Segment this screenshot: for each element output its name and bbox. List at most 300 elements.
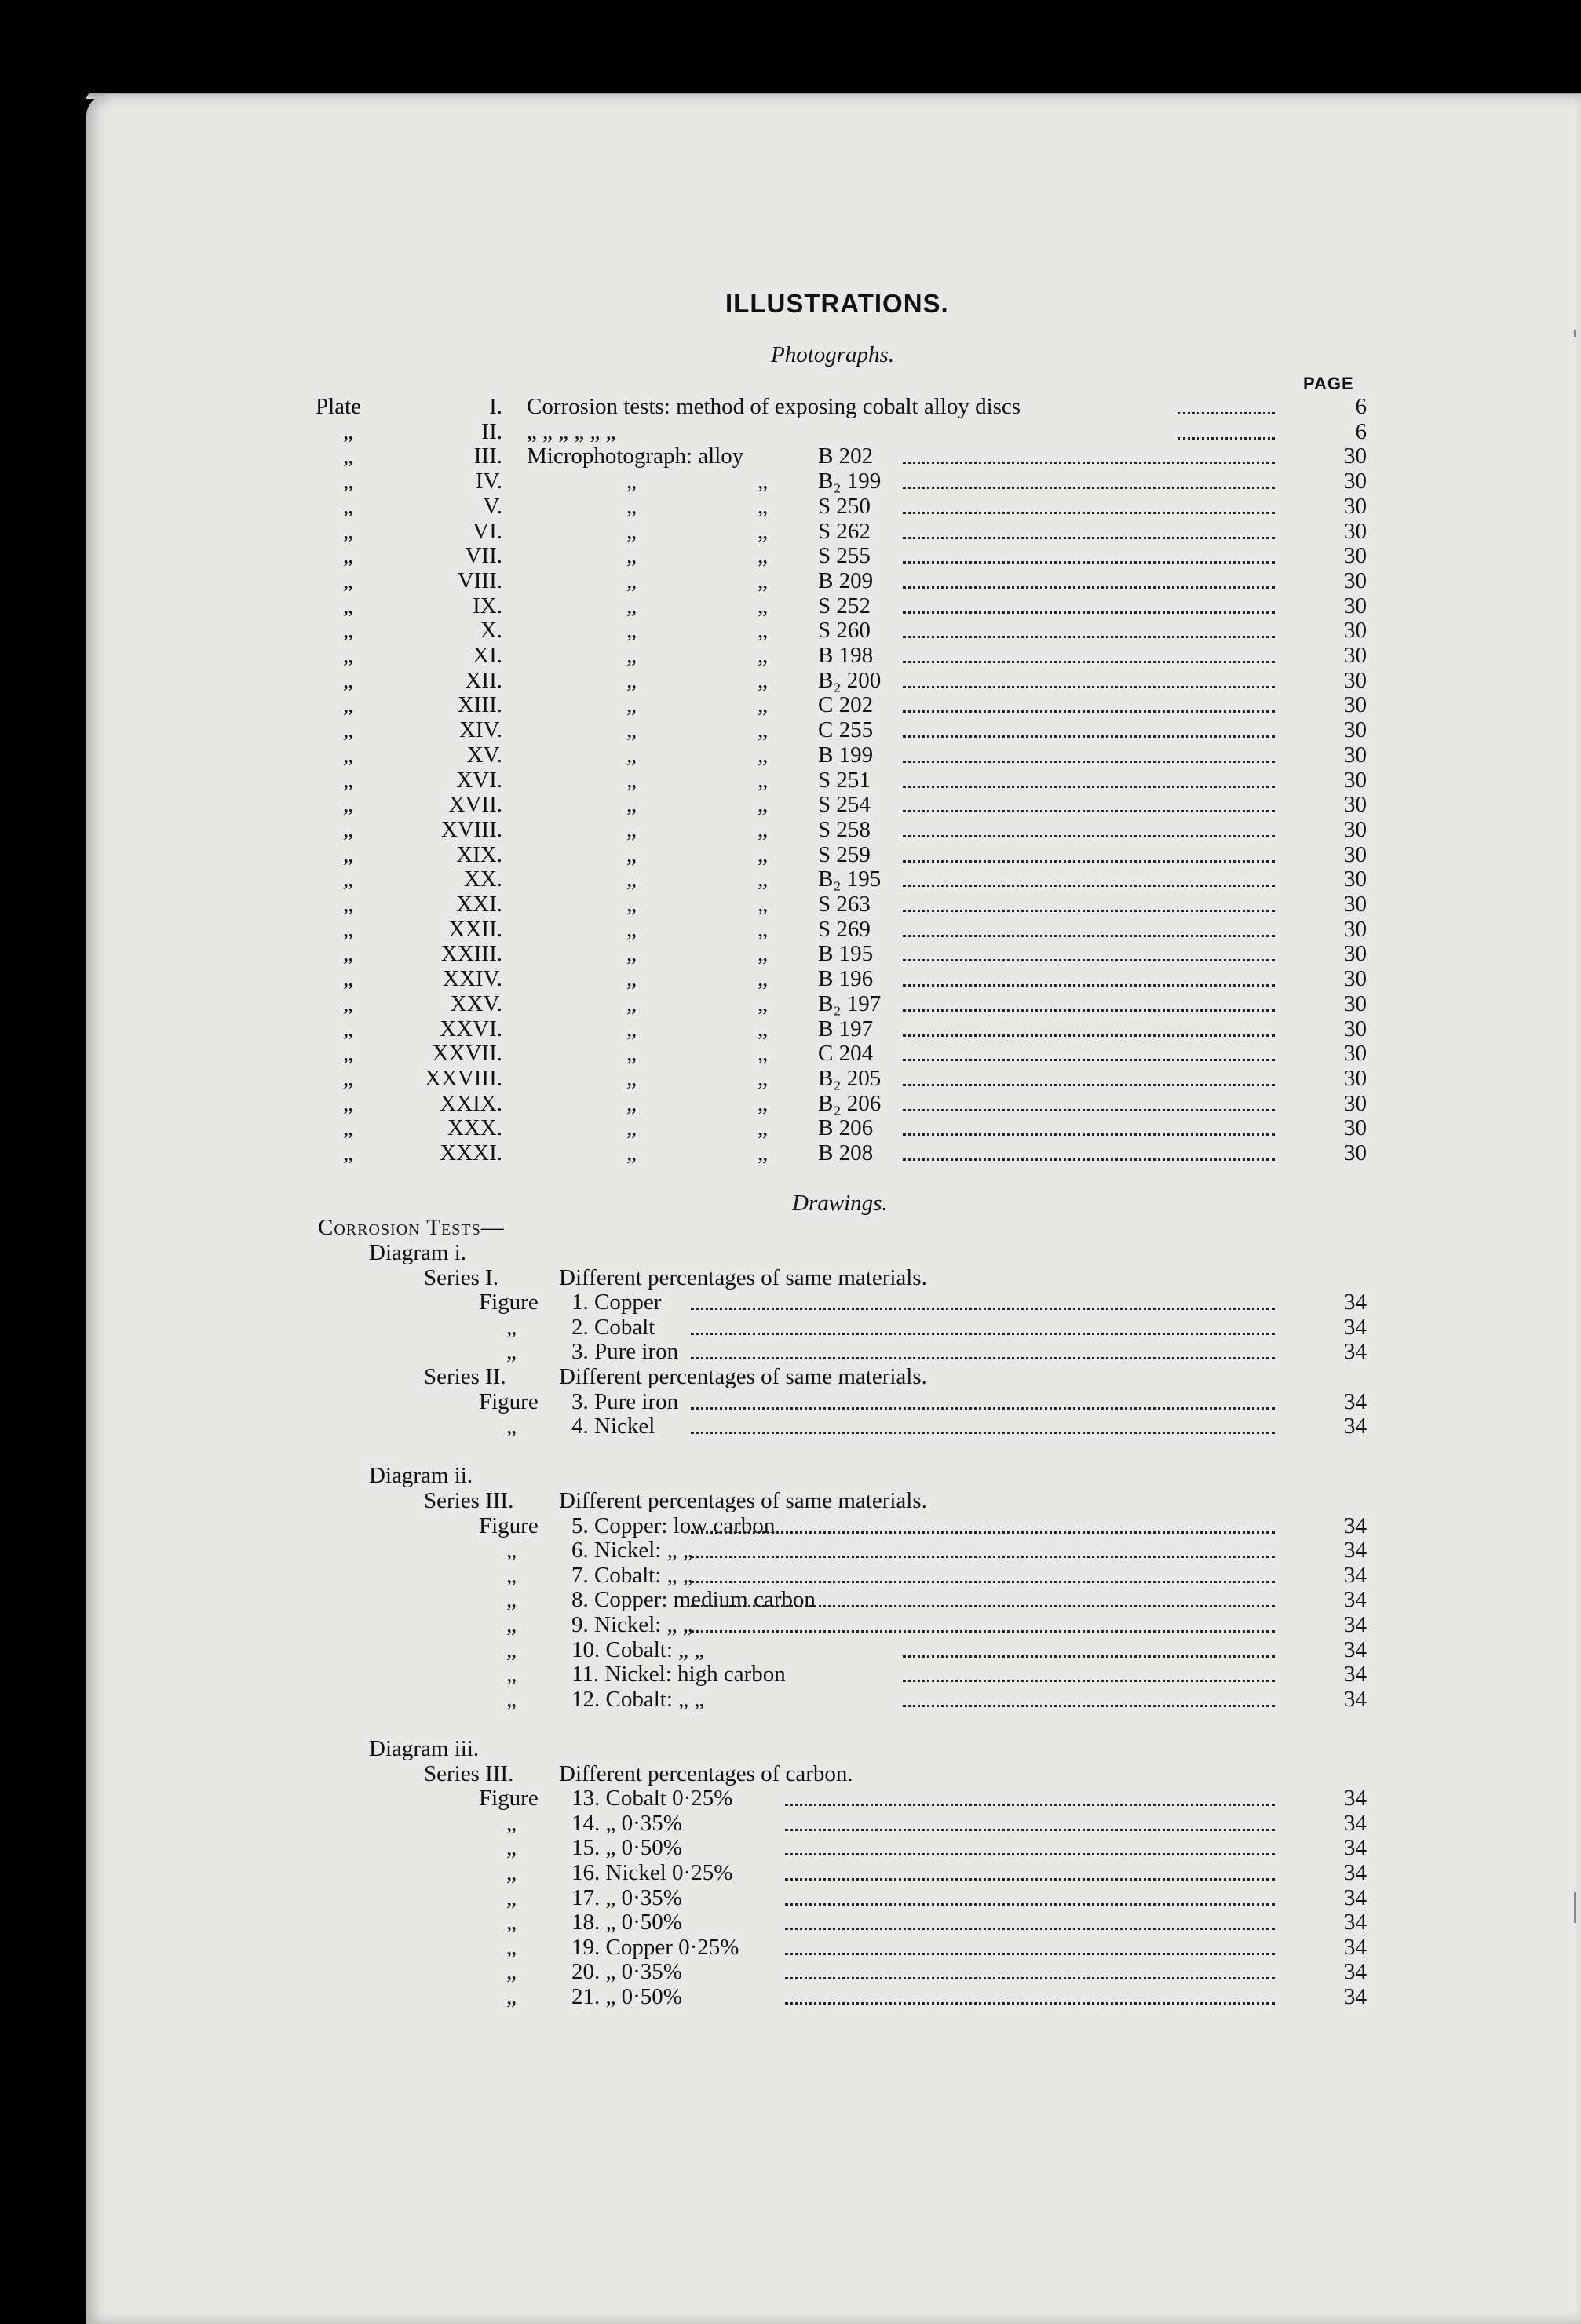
- plate-number: XV.: [466, 742, 502, 768]
- figure-label: „: [506, 1314, 517, 1340]
- drawing-description: 19. Copper 0·25%: [571, 1934, 739, 1960]
- plate-description: Corrosion tests: method of exposing cobalt alloy discs: [527, 394, 1021, 419]
- ditto-mark: „: [626, 941, 637, 967]
- plate-number: XX.: [463, 866, 502, 892]
- drawing-description: 3. Pure iron: [571, 1388, 679, 1414]
- ditto-mark: „: [626, 792, 637, 818]
- dot-leader: [903, 1703, 1275, 1707]
- plate-number: XXXI.: [440, 1140, 502, 1166]
- page-number: 34: [1344, 1538, 1367, 1563]
- page-number: 30: [1344, 593, 1367, 618]
- dot-leader: [691, 1530, 1275, 1534]
- ditto-mark: „: [758, 518, 768, 544]
- ditto-mark: „: [343, 866, 353, 892]
- ditto-mark: „: [343, 1115, 353, 1141]
- plate-number: VIII.: [457, 567, 502, 593]
- plate-number: XXV.: [450, 991, 502, 1016]
- dot-leader: [903, 1057, 1275, 1061]
- ditto-mark: „: [758, 493, 768, 519]
- ditto-mark: „: [343, 1065, 353, 1091]
- drawing-row: [0, 1985, 1581, 2009]
- series-label: Series II.: [424, 1364, 506, 1389]
- page-number: 34: [1344, 1512, 1367, 1538]
- dot-leader: [903, 859, 1275, 863]
- dot-leader: [903, 908, 1275, 912]
- ditto-mark: „: [343, 443, 353, 469]
- ditto-mark: „: [343, 667, 353, 693]
- ditto-mark: „: [758, 841, 768, 867]
- drawing-row: [0, 1638, 1581, 1662]
- plate-number: IX.: [473, 593, 502, 618]
- drawing-row: [0, 1935, 1581, 1960]
- dot-leader: [691, 1406, 1275, 1410]
- page-number: 30: [1344, 692, 1367, 718]
- figure-label: Figure: [479, 1388, 539, 1414]
- dot-leader: [785, 1852, 1275, 1855]
- dot-leader: [903, 808, 1275, 812]
- page-number: 34: [1344, 1910, 1367, 1935]
- plate-row: [0, 942, 1581, 966]
- drawing-description: 18. „ 0·50%: [571, 1910, 682, 1935]
- figure-label: „: [506, 1562, 517, 1588]
- ditto-mark: „: [343, 593, 353, 618]
- ditto-mark: „: [343, 841, 353, 867]
- drawing-row: [0, 1390, 1581, 1414]
- plate-row: [0, 693, 1581, 717]
- plate-row: [0, 743, 1581, 768]
- dot-leader: [785, 1802, 1275, 1806]
- page-number: 30: [1344, 1041, 1367, 1067]
- dot-leader: [903, 834, 1275, 837]
- alloy-code: B 196: [818, 966, 874, 992]
- drawing-row: [0, 1464, 1581, 1488]
- alloy-code: C 202: [818, 692, 874, 718]
- dot-leader: [691, 1554, 1275, 1558]
- ditto-mark: „: [343, 767, 353, 793]
- dot-leader: [903, 634, 1275, 638]
- ditto-mark: „: [626, 618, 637, 644]
- ditto-mark: „: [626, 742, 637, 768]
- drawing-description: 5. Copper: low carbon: [571, 1512, 776, 1538]
- plate-row: [0, 1141, 1581, 1166]
- alloy-code: B 209: [818, 567, 874, 593]
- dot-leader: [785, 1902, 1275, 1906]
- plate-number: XXVII.: [432, 1041, 502, 1067]
- ditto-mark: „: [626, 1016, 637, 1042]
- drawing-description: Different percentages of same materials.: [559, 1488, 927, 1513]
- dot-leader: [785, 1877, 1275, 1881]
- drawing-description: 3. Pure iron: [571, 1339, 679, 1365]
- page-number: 30: [1344, 892, 1367, 917]
- figure-label: „: [506, 1587, 517, 1613]
- ditto-mark: „: [758, 792, 768, 818]
- ditto-mark: „: [343, 991, 353, 1016]
- dot-leader: [903, 1132, 1275, 1136]
- ditto-mark: „: [758, 717, 768, 743]
- page-number: 30: [1344, 717, 1367, 743]
- plate-row: [0, 644, 1581, 668]
- ditto-mark: „: [343, 966, 353, 992]
- ditto-mark: „: [758, 1140, 768, 1166]
- alloy-code: S 262: [818, 518, 871, 544]
- ditto-mark: „: [626, 518, 637, 544]
- dot-leader: [903, 659, 1275, 663]
- dot-leader: [903, 485, 1275, 489]
- alloy-code: B 208: [818, 1140, 874, 1166]
- drawing-description: 16. Nickel 0·25%: [571, 1860, 733, 1885]
- dot-leader: [1178, 436, 1275, 440]
- dot-leader: [903, 560, 1275, 564]
- plate-number: XXX.: [447, 1115, 502, 1141]
- plate-row: [0, 967, 1581, 991]
- page-number: 30: [1344, 966, 1367, 992]
- ditto-mark: „: [343, 792, 353, 818]
- plate-number: XXIV.: [443, 966, 502, 992]
- ditto-mark: „: [758, 941, 768, 967]
- ditto-mark: „: [758, 543, 768, 569]
- plate-row: [0, 395, 1581, 419]
- drawing-row: [0, 1613, 1581, 1637]
- ditto-mark: „: [626, 1041, 637, 1067]
- dot-leader: [903, 709, 1275, 713]
- drawing-row: [0, 1737, 1581, 1761]
- alloy-code: S 269: [818, 916, 871, 942]
- ditto-mark: „: [626, 567, 637, 593]
- ditto-mark: „: [343, 643, 353, 668]
- plate-number: XXII.: [448, 916, 502, 942]
- dot-leader: [785, 2001, 1275, 2005]
- alloy-code: S 254: [818, 792, 871, 818]
- plate-row: [0, 544, 1581, 568]
- ditto-mark: „: [758, 916, 768, 942]
- plate-row: [0, 1042, 1581, 1066]
- alloy-code: C 255: [818, 717, 874, 743]
- page-number: 34: [1344, 1314, 1367, 1340]
- dot-leader: [903, 1107, 1275, 1111]
- figure-label: „: [506, 1636, 517, 1662]
- drawings-heading: Drawings.: [792, 1191, 888, 1216]
- drawing-row: [0, 1365, 1581, 1389]
- page-number: 34: [1344, 1786, 1367, 1811]
- dot-leader: [903, 1654, 1275, 1658]
- drawing-description: 11. Nickel: high carbon: [571, 1662, 786, 1687]
- drawing-row: [0, 1266, 1581, 1290]
- ditto-mark: „: [343, 892, 353, 917]
- alloy-code: S 252: [818, 593, 871, 618]
- dot-leader: [903, 759, 1275, 763]
- page-number: 30: [1344, 916, 1367, 942]
- ditto-mark: „: [343, 692, 353, 718]
- dot-leader: [903, 883, 1275, 887]
- plate-number: X.: [480, 618, 502, 644]
- figure-label: „: [506, 1835, 517, 1861]
- drawing-row: [0, 1563, 1581, 1588]
- drawing-description: 21. „ 0·50%: [571, 1984, 682, 2009]
- page-number: 34: [1344, 1388, 1367, 1414]
- plate-number: V.: [483, 493, 502, 519]
- ditto-mark: „: [626, 966, 637, 992]
- ditto-mark: „: [758, 816, 768, 842]
- plate-row: [0, 992, 1581, 1016]
- ditto-mark: „: [758, 643, 768, 668]
- alloy-code: B₂ 200: [818, 667, 882, 693]
- page-number: 30: [1344, 841, 1367, 867]
- plate-number: XII.: [465, 667, 502, 693]
- ditto-mark: „: [758, 892, 768, 917]
- alloy-code: S 250: [818, 493, 871, 519]
- figure-label: „: [506, 1984, 517, 2009]
- ditto-mark: „: [626, 841, 637, 867]
- page-number: 30: [1344, 1140, 1367, 1166]
- drawing-row: [0, 1960, 1581, 1984]
- plate-row: [0, 793, 1581, 817]
- ditto-mark: „: [758, 1016, 768, 1042]
- dot-leader: [785, 1926, 1275, 1930]
- figure-label: Figure: [479, 1512, 539, 1538]
- ditto-mark: „: [758, 692, 768, 718]
- figure-label: „: [506, 1538, 517, 1563]
- page-number: 30: [1344, 991, 1367, 1016]
- page-number: 34: [1344, 1636, 1367, 1662]
- page-number: 30: [1344, 643, 1367, 668]
- dot-leader: [903, 684, 1275, 688]
- diagram-label: Diagram i.: [369, 1240, 467, 1265]
- drawing-description: 13. Cobalt 0·25%: [571, 1786, 733, 1811]
- drawing-description: 17. „ 0·35%: [571, 1884, 682, 1910]
- alloy-code: S 259: [818, 841, 871, 867]
- dot-leader: [903, 1008, 1275, 1012]
- plate-row: [0, 1067, 1581, 1091]
- page-number: 30: [1344, 1090, 1367, 1116]
- plate-row: [0, 768, 1581, 793]
- drawing-row: [0, 1414, 1581, 1439]
- ditto-mark: „: [758, 667, 768, 693]
- figure-label: Figure: [479, 1290, 539, 1315]
- drawing-row: [0, 1910, 1581, 1935]
- dot-leader: [785, 1827, 1275, 1831]
- page-number: 30: [1344, 742, 1367, 768]
- ditto-mark: „: [343, 543, 353, 569]
- scan-artifact: [1574, 1892, 1576, 1923]
- corrosion-tests-heading: Corrosion Tests—: [318, 1215, 505, 1240]
- ditto-mark: „: [343, 493, 353, 519]
- ditto-mark: „: [626, 643, 637, 668]
- alloy-code: S 260: [818, 618, 871, 644]
- drawing-row: [0, 1538, 1581, 1563]
- ditto-mark: „: [626, 692, 637, 718]
- dot-leader: [903, 734, 1275, 738]
- plate-number: XVIII.: [440, 816, 502, 842]
- alloy-code: B 202: [818, 443, 874, 469]
- series-label: Series I.: [424, 1264, 499, 1290]
- alloy-code: B 197: [818, 1016, 874, 1042]
- dot-leader: [691, 1331, 1275, 1335]
- figure-label: „: [506, 1810, 517, 1836]
- diagram-label: Diagram ii.: [369, 1463, 473, 1489]
- ditto-mark: „: [626, 469, 637, 494]
- ditto-mark: „: [343, 618, 353, 644]
- ditto-mark: „: [626, 767, 637, 793]
- ditto-mark: „: [343, 941, 353, 967]
- plate-row: [0, 520, 1581, 544]
- drawing-row: [0, 1340, 1581, 1364]
- dot-leader: [691, 1579, 1275, 1583]
- drawing-description: 6. Nickel: „ „: [571, 1538, 693, 1563]
- drawing-row: [0, 1588, 1581, 1612]
- scan-artifact: [1574, 330, 1576, 337]
- alloy-code: B₂ 205: [818, 1065, 882, 1091]
- page-number: 34: [1344, 1662, 1367, 1687]
- ditto-mark: „: [343, 469, 353, 494]
- dot-leader: [903, 1082, 1275, 1086]
- alloy-code: B 199: [818, 742, 874, 768]
- drawing-row: [0, 1687, 1581, 1712]
- drawing-description: 14. „ 0·35%: [571, 1810, 682, 1836]
- page-number: 6: [1355, 418, 1367, 444]
- ditto-mark: „: [626, 493, 637, 519]
- drawing-row: [0, 1886, 1581, 1910]
- diagram-label: Diagram iii.: [369, 1736, 480, 1761]
- alloy-code: B 206: [818, 1115, 874, 1141]
- figure-label: „: [506, 1884, 517, 1910]
- plate-row: [0, 569, 1581, 593]
- ditto-mark: „: [758, 618, 768, 644]
- figure-label: „: [506, 1860, 517, 1885]
- ditto-mark: „: [626, 866, 637, 892]
- page-number: 30: [1344, 567, 1367, 593]
- alloy-code: B₂ 197: [818, 991, 882, 1016]
- ditto-mark: „: [343, 418, 353, 444]
- alloy-code: B₂ 195: [818, 866, 882, 892]
- ditto-mark: „: [626, 1090, 637, 1116]
- plate-number: XXIII.: [440, 941, 502, 967]
- drawing-row: [0, 1489, 1581, 1513]
- alloy-code: S 251: [818, 767, 871, 793]
- drawing-row: [0, 1786, 1581, 1811]
- page-number: 34: [1344, 1810, 1367, 1836]
- series-label: Series III.: [424, 1488, 514, 1513]
- plate-row: [0, 718, 1581, 742]
- plate-number: I.: [489, 394, 502, 419]
- drawing-description: 9. Nickel: „ „: [571, 1612, 693, 1637]
- drawing-row: [0, 1315, 1581, 1340]
- figure-label: „: [506, 1910, 517, 1935]
- drawing-description: 10. Cobalt: „ „: [571, 1636, 705, 1662]
- ditto-mark: „: [626, 916, 637, 942]
- page-column-header: PAGE: [1303, 374, 1354, 393]
- drawing-row: [0, 1836, 1581, 1860]
- drawing-description: 4. Nickel: [571, 1414, 655, 1439]
- dot-leader: [903, 958, 1275, 961]
- drawing-row: [0, 1811, 1581, 1836]
- drawing-description: 20. „ 0·35%: [571, 1959, 682, 1985]
- drawing-row: [0, 1861, 1581, 1885]
- dot-leader: [903, 585, 1275, 589]
- figure-label: „: [506, 1934, 517, 1960]
- ditto-mark: „: [626, 892, 637, 917]
- plate-row: [0, 494, 1581, 519]
- plate-row: [0, 843, 1581, 867]
- dot-leader: [1178, 410, 1275, 414]
- ditto-mark: „: [758, 991, 768, 1016]
- page-number: 30: [1344, 1016, 1367, 1042]
- dot-leader: [903, 1157, 1275, 1161]
- drawing-description: Different percentages of carbon.: [559, 1760, 853, 1786]
- ditto-mark: „: [758, 966, 768, 992]
- figure-label: „: [506, 1414, 517, 1439]
- page-number: 34: [1344, 1414, 1367, 1439]
- dot-leader: [903, 460, 1275, 464]
- plate-row: [0, 420, 1581, 444]
- drawing-row: [0, 1514, 1581, 1538]
- drawing-description: Different percentages of same materials.: [559, 1264, 927, 1290]
- page-number: 34: [1344, 1339, 1367, 1365]
- dot-leader: [691, 1603, 1275, 1607]
- figure-label: „: [506, 1686, 517, 1712]
- dot-leader: [903, 510, 1275, 514]
- plate-row: [0, 669, 1581, 693]
- dot-leader: [903, 1678, 1275, 1682]
- figure-label: „: [506, 1959, 517, 1985]
- ditto-mark: „: [758, 742, 768, 768]
- ditto-mark: „: [343, 1140, 353, 1166]
- page-number: 34: [1344, 1612, 1367, 1637]
- alloy-code: B₂ 206: [818, 1090, 882, 1116]
- page-number: 30: [1344, 443, 1367, 469]
- page-number: 30: [1344, 767, 1367, 793]
- plate-number: VI.: [473, 518, 502, 544]
- plate-number: XI.: [473, 643, 502, 668]
- plate-number: XIV.: [458, 717, 502, 743]
- photographs-heading: Photographs.: [771, 342, 895, 367]
- plate-row: [0, 469, 1581, 494]
- plate-number: XXIX.: [440, 1090, 502, 1116]
- dot-leader: [785, 1976, 1275, 1979]
- page-number: 30: [1344, 518, 1367, 544]
- ditto-mark: „: [626, 667, 637, 693]
- page-number: 34: [1344, 1587, 1367, 1613]
- plate-row: [0, 618, 1581, 643]
- ditto-mark: „: [343, 567, 353, 593]
- drawing-row: [0, 1662, 1581, 1687]
- plate-row: [0, 892, 1581, 917]
- plate-row: [0, 594, 1581, 618]
- dot-leader: [903, 535, 1275, 539]
- figure-label: „: [506, 1612, 517, 1637]
- drawing-row: [0, 1290, 1581, 1315]
- dot-leader: [903, 983, 1275, 987]
- plate-row: [0, 444, 1581, 469]
- dot-leader: [903, 933, 1275, 937]
- ditto-mark: „: [758, 567, 768, 593]
- dot-leader: [691, 1430, 1275, 1434]
- ditto-mark: „: [758, 767, 768, 793]
- page-number: 34: [1344, 1290, 1367, 1315]
- plate-number: XXI.: [456, 892, 502, 917]
- drawing-description: 15. „ 0·50%: [571, 1835, 682, 1861]
- alloy-code: S 263: [818, 892, 871, 917]
- page-number: 34: [1344, 1562, 1367, 1588]
- plate-number: XXVIII.: [424, 1065, 502, 1091]
- plate-number: IV.: [475, 469, 502, 494]
- dot-leader: [691, 1306, 1275, 1310]
- page-number: 34: [1344, 1959, 1367, 1985]
- alloy-code: B 198: [818, 643, 874, 668]
- drawing-description: 1. Copper: [571, 1290, 662, 1315]
- ditto-mark: „: [343, 742, 353, 768]
- plate-number: XIX.: [456, 841, 502, 867]
- drawing-description: 2. Cobalt: [571, 1314, 655, 1340]
